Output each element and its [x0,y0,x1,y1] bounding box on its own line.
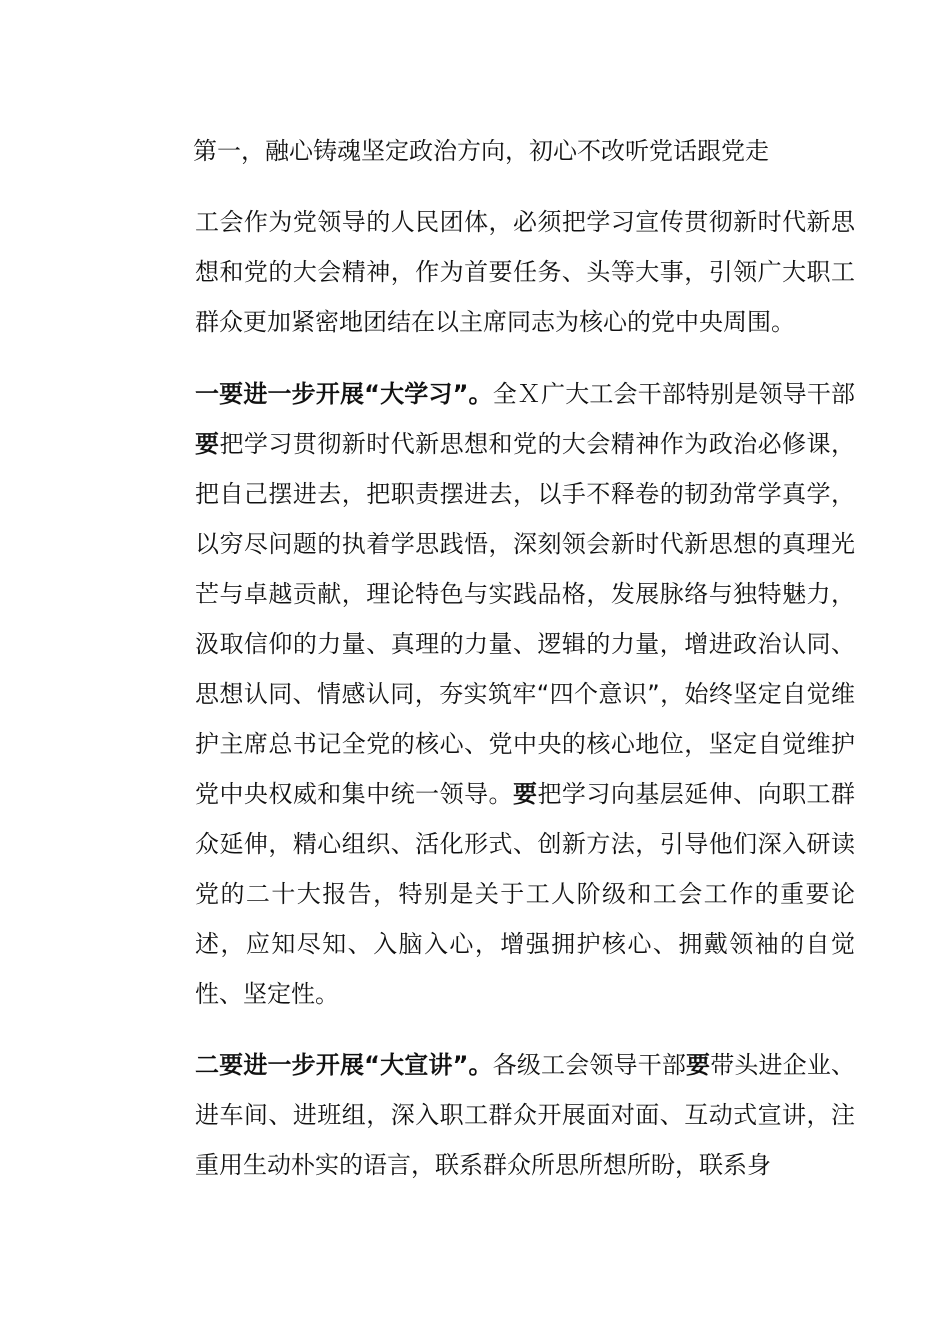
paragraph-intro [145,197,855,347]
paragraph-study-text-1: 全Ｘ广大工会干部特别是领导干部 [492,380,856,408]
paragraph-lecture-text-2: 带头进企业、进车间、进班组，深入职工群众开展面对面、互动式宣讲，注重用生动朴实的语言，联系群众所思所想所盼，联系身 [195,1051,856,1179]
paragraph-lecture-keyword-1: 要 [686,1051,711,1079]
paragraph-lecture-text-1: 各级工会领导干部 [492,1051,687,1079]
paragraph-study-text-2: 把学习贯彻新时代新思想和党的大会精神作为政治必修课，把自己摆进去，把职责摆进去，以手不释卷的韧劲常学真学，以穷尽问题的执着学思践悟，深刻领会新时代新思想的真理光芒与卓越贡献，理论特色与实践品格，发展脉络与独特魅力，汲取信仰的力量、真理的力量、逻辑的力量，增进政治认同、思想认同、情感认同，夯实筑牢“四个意识”，始终坚定自觉维护主席总书记全党的核心、党中央的核心地位，坚定自觉维护党中央权威和集中统一领导。 [195,430,856,808]
paragraph-lecture-lead: 二要进一步开展“大宣讲”。 [195,1051,493,1079]
paragraph-study [145,369,855,1019]
paragraph-study-keyword-1: 要 [195,430,220,458]
paragraph-study-keyword-2: 要 [513,780,538,808]
paragraph-study-text-3: 把学习向基层延伸、向职工群众延伸，精心组织、活化形式、创新方法，引导他们深入研读党的二十大报告，特别是关于工人阶级和工会工作的重要论述，应知尽知、入脑入心，增强拥护核心、拥戴领袖的自觉性、坚定性。 [195,780,856,1008]
paragraph-study-lead: 一要进一步开展“大学习”。 [195,380,493,408]
paragraph-lecture [145,1040,855,1190]
paragraph-intro-text: 工会作为党领导的人民团体，必须把学习宣传贯彻新时代新思想和党的大会精神，作为首要任务、头等大事，引领广大职工群众更加紧密地团结在以主席同志为核心的党中央周围。 [195,208,855,336]
section-heading: 第一，融心铸魂坚定政治方向，初心不改听党话跟党走 [193,137,769,165]
